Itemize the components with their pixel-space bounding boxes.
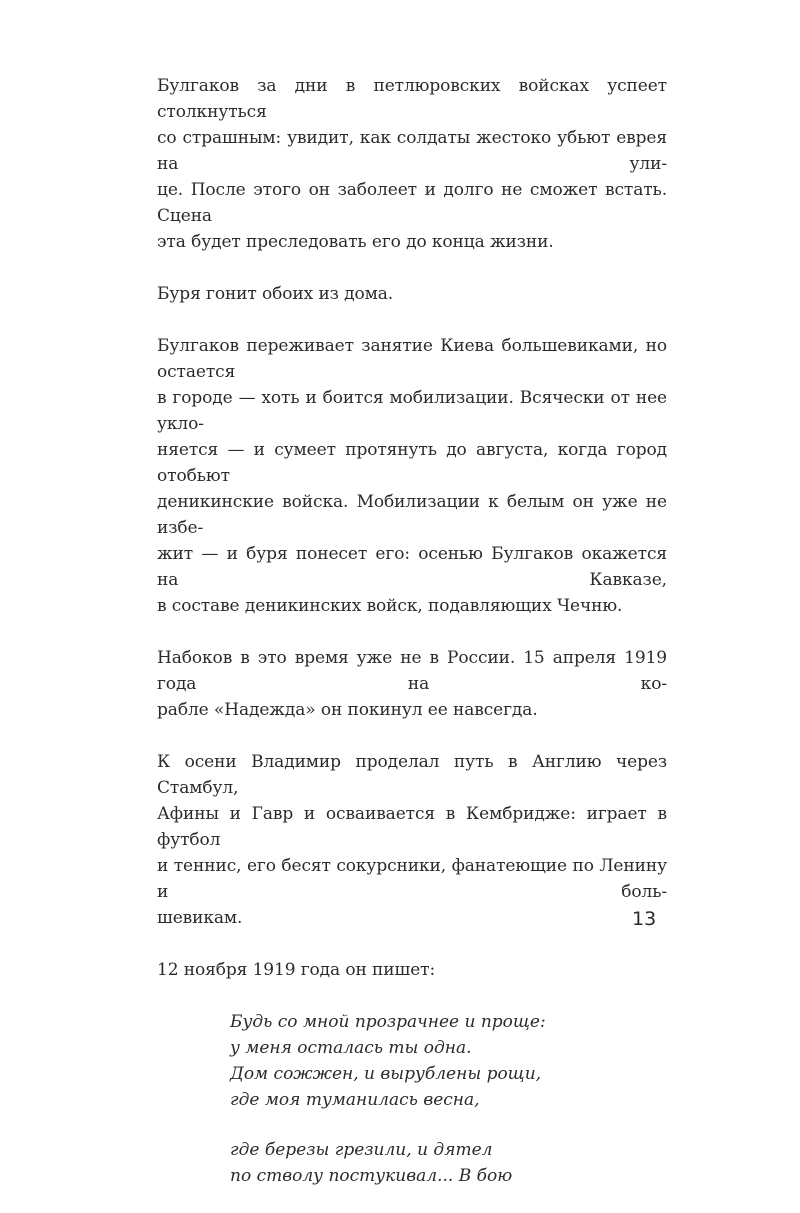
paragraph-4 bbox=[157, 645, 667, 723]
page-number: 13 bbox=[632, 908, 657, 930]
paragraph-1 bbox=[157, 73, 667, 255]
text-line: и теннис, его бесят сокурсники, фанатеющие по Ленину и боль- bbox=[157, 856, 667, 902]
poem-line: где березы грезили, и дятел bbox=[230, 1140, 493, 1160]
poem-stanza-1 bbox=[230, 1009, 667, 1113]
text-line: Булгаков переживает занятие Киева большевиками, но остается bbox=[157, 336, 667, 382]
poem-line: Будь со мной прозрачнее и проще: bbox=[230, 1012, 546, 1032]
text-line: в составе деникинских войск, подавляющих Чечню. bbox=[157, 596, 623, 616]
poem-line: Дом сожжен, и вырублены рощи, bbox=[230, 1064, 542, 1084]
text-line: 12 ноября 1919 года он пишет: bbox=[157, 960, 436, 980]
text-line: Булгаков за дни в петлюровских войсках успеет столкнуться bbox=[157, 76, 667, 122]
text-line: Афины и Гавр и осваивается в Кембридже: играет в футбол bbox=[157, 804, 667, 850]
text-line: жит — и буря понесет его: осенью Булгаков окажется на Кавказе, bbox=[157, 544, 667, 590]
poem-line: по стволу постукивал... В бою bbox=[230, 1166, 513, 1186]
poem-line: где моя туманилась весна, bbox=[230, 1090, 480, 1110]
text-line: шевикам. bbox=[157, 908, 243, 928]
text-line: рабле «Надежда» он покинул ее навсегда. bbox=[157, 700, 538, 720]
text-line: няется — и сумеет протянуть до августа, когда город отобьют bbox=[157, 440, 667, 486]
poem-line: у меня осталась ты одна. bbox=[230, 1038, 472, 1058]
text-line: в городе — хоть и боится мобилизации. Всячески от нее укло- bbox=[157, 388, 667, 434]
text-line: эта будет преследовать его до конца жизни. bbox=[157, 232, 554, 252]
poem-stanza-2 bbox=[230, 1137, 667, 1189]
paragraph-5 bbox=[157, 749, 667, 931]
paragraph-3 bbox=[157, 333, 667, 619]
paragraph-2 bbox=[157, 281, 667, 307]
page-body bbox=[157, 73, 667, 1213]
text-line: деникинские войска. Мобилизации к белым он уже не избе- bbox=[157, 492, 667, 538]
text-line: Буря гонит обоих из дома. bbox=[157, 284, 394, 304]
poem-quote bbox=[230, 1009, 667, 1189]
paragraph-6 bbox=[157, 957, 667, 983]
text-line: со страшным: увидит, как солдаты жестоко убьют еврея на ули- bbox=[157, 128, 667, 174]
text-line: К осени Владимир проделал путь в Англию через Стамбул, bbox=[157, 752, 667, 798]
text-line: Набоков в это время уже не в России. 15 апреля 1919 года на ко- bbox=[157, 648, 667, 694]
text-line: це. После этого он заболеет и долго не сможет встать. Сцена bbox=[157, 180, 667, 226]
